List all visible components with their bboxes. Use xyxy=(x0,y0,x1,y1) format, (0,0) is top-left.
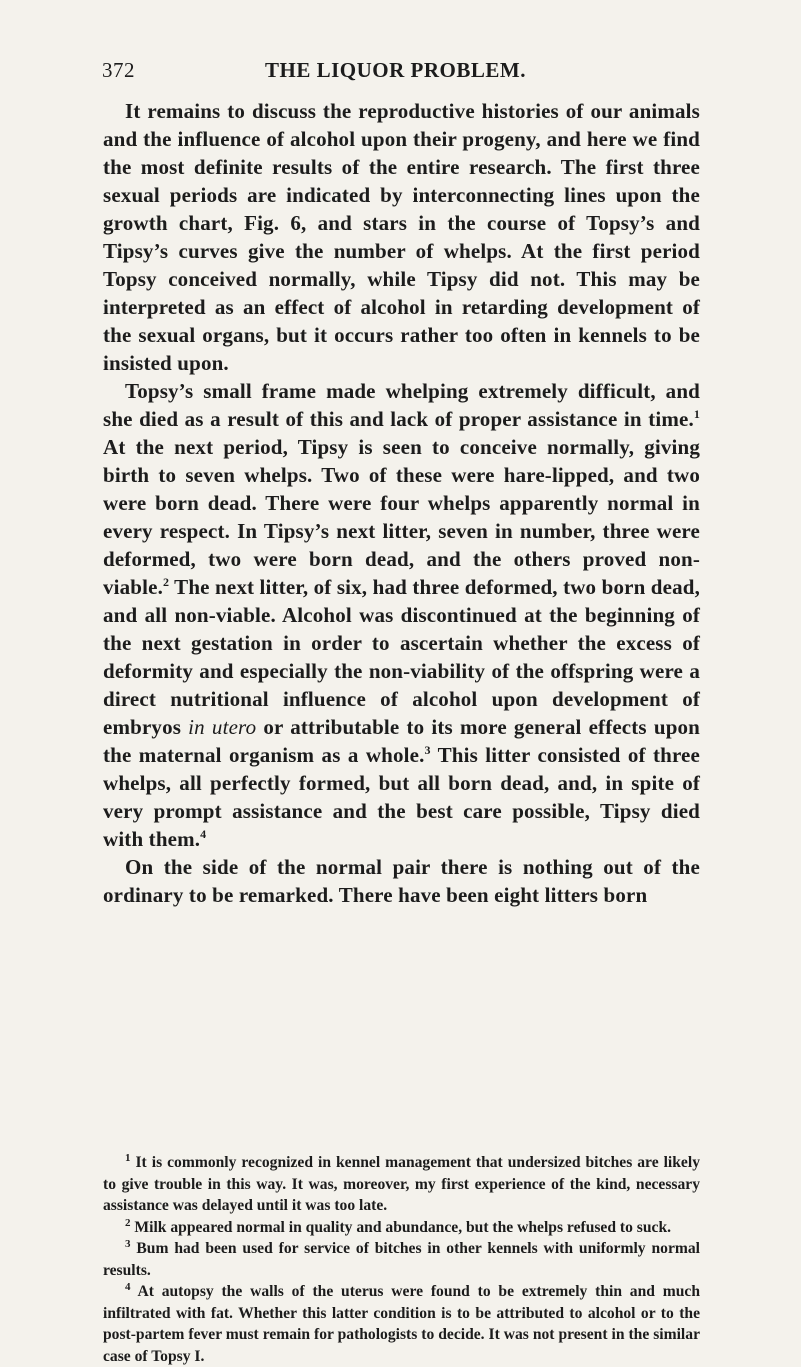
footnote-3 xyxy=(103,1238,700,1281)
footnote-ref-1[interactable]: 1 xyxy=(693,407,700,421)
paragraph-2-text-a: Topsy’s small frame made whelping extremely difficult, and she died as a result of this and lack of proper assistance in time. xyxy=(103,379,700,431)
paragraph-2-text-d: or attributable to its more general effects upon the maternal organism as a whole. xyxy=(103,715,701,767)
footnote-mark-4: 4 xyxy=(125,1281,131,1293)
footnote-1-text: It is commonly recognized in kennel management that undersized bitches are likely to give trouble in this way. It was, moreover, my first experience of the kind, necessary assistance was delayed until it was too late. xyxy=(103,1154,700,1214)
footnote-2 xyxy=(103,1217,700,1239)
running-head xyxy=(102,58,702,88)
paragraph-2-text-b: At the next period, Tipsy is seen to conceive normally, giving birth to seven whelps. Two of these were hare-lipped, and two were born dead. There were four whelps apparently normal in every respect. In Tipsy’s next litter, seven in number, three were deformed, two were born dead, and the others proved non-viable. xyxy=(103,435,700,599)
paragraph-3 xyxy=(103,853,700,909)
footnote-4 xyxy=(103,1281,700,1367)
paragraph-2-text-e: This litter consisted of three whelps, all perfectly formed, but all born dead, and, in spite of very prompt assistance and the best care possible, Tipsy died with them. xyxy=(103,743,700,851)
page-number: 372 xyxy=(102,58,135,82)
paragraph-1 xyxy=(103,97,700,377)
footnote-3-text: Bum had been used for service of bitches in other kennels with uniformly normal results. xyxy=(103,1240,700,1279)
body-text xyxy=(103,97,700,909)
footnote-ref-3[interactable]: 3 xyxy=(424,743,431,757)
paragraph-1-text: It remains to discuss the reproductive histories of our animals and the influence of alcohol upon their progeny, and here we find the most definite results of the entire research. The first three sexual periods are indicated by interconnecting lines upon the growth chart, Fig. 6, and stars in the course of Topsy’s and Tipsy’s curves give the number of whelps. At the first period Topsy conceived normally, while Tipsy did not. This may be interpreted as an effect of alcohol in retarding development of the sexual organs, but it occurs rather too often in kennels to be insisted upon. xyxy=(103,99,700,375)
paragraph-2 xyxy=(103,377,700,853)
footnote-mark-3: 3 xyxy=(125,1238,131,1250)
footnotes xyxy=(103,1152,700,1367)
footnote-2-text: Milk appeared normal in quality and abundance, but the whelps refused to suck. xyxy=(130,1218,672,1236)
footnote-ref-4[interactable]: 4 xyxy=(200,827,207,841)
running-title: THE LIQUOR PROBLEM. xyxy=(265,58,526,82)
paragraph-3-text: On the side of the normal pair there is nothing out of the ordinary to be remarked. There have been eight litters born xyxy=(103,855,700,907)
footnote-mark-2: 2 xyxy=(125,1216,131,1229)
footnote-1 xyxy=(103,1152,700,1217)
footnote-mark-1: 1 xyxy=(125,1152,131,1164)
latin-term: in utero xyxy=(188,715,257,739)
paragraph-2-text-c: The next litter, of six, had three deformed, two born dead, and all non-viable. Alcohol was discontinued at the beginning of the next gestation in order to ascertain whether the excess of deformity and especially the non-viability of the offspring were a direct nutritional influence of alcohol upon development of embryos xyxy=(103,575,700,739)
footnote-ref-2[interactable]: 2 xyxy=(162,575,170,589)
footnote-4-text: At autopsy the walls of the uterus were found to be extremely thin and much infiltrated with fat. Whether this latter condition is to be attributed to alcohol or to the post-partem fever must remain for pathologists to decide. It was not present in the similar case of Topsy I. xyxy=(103,1283,700,1365)
